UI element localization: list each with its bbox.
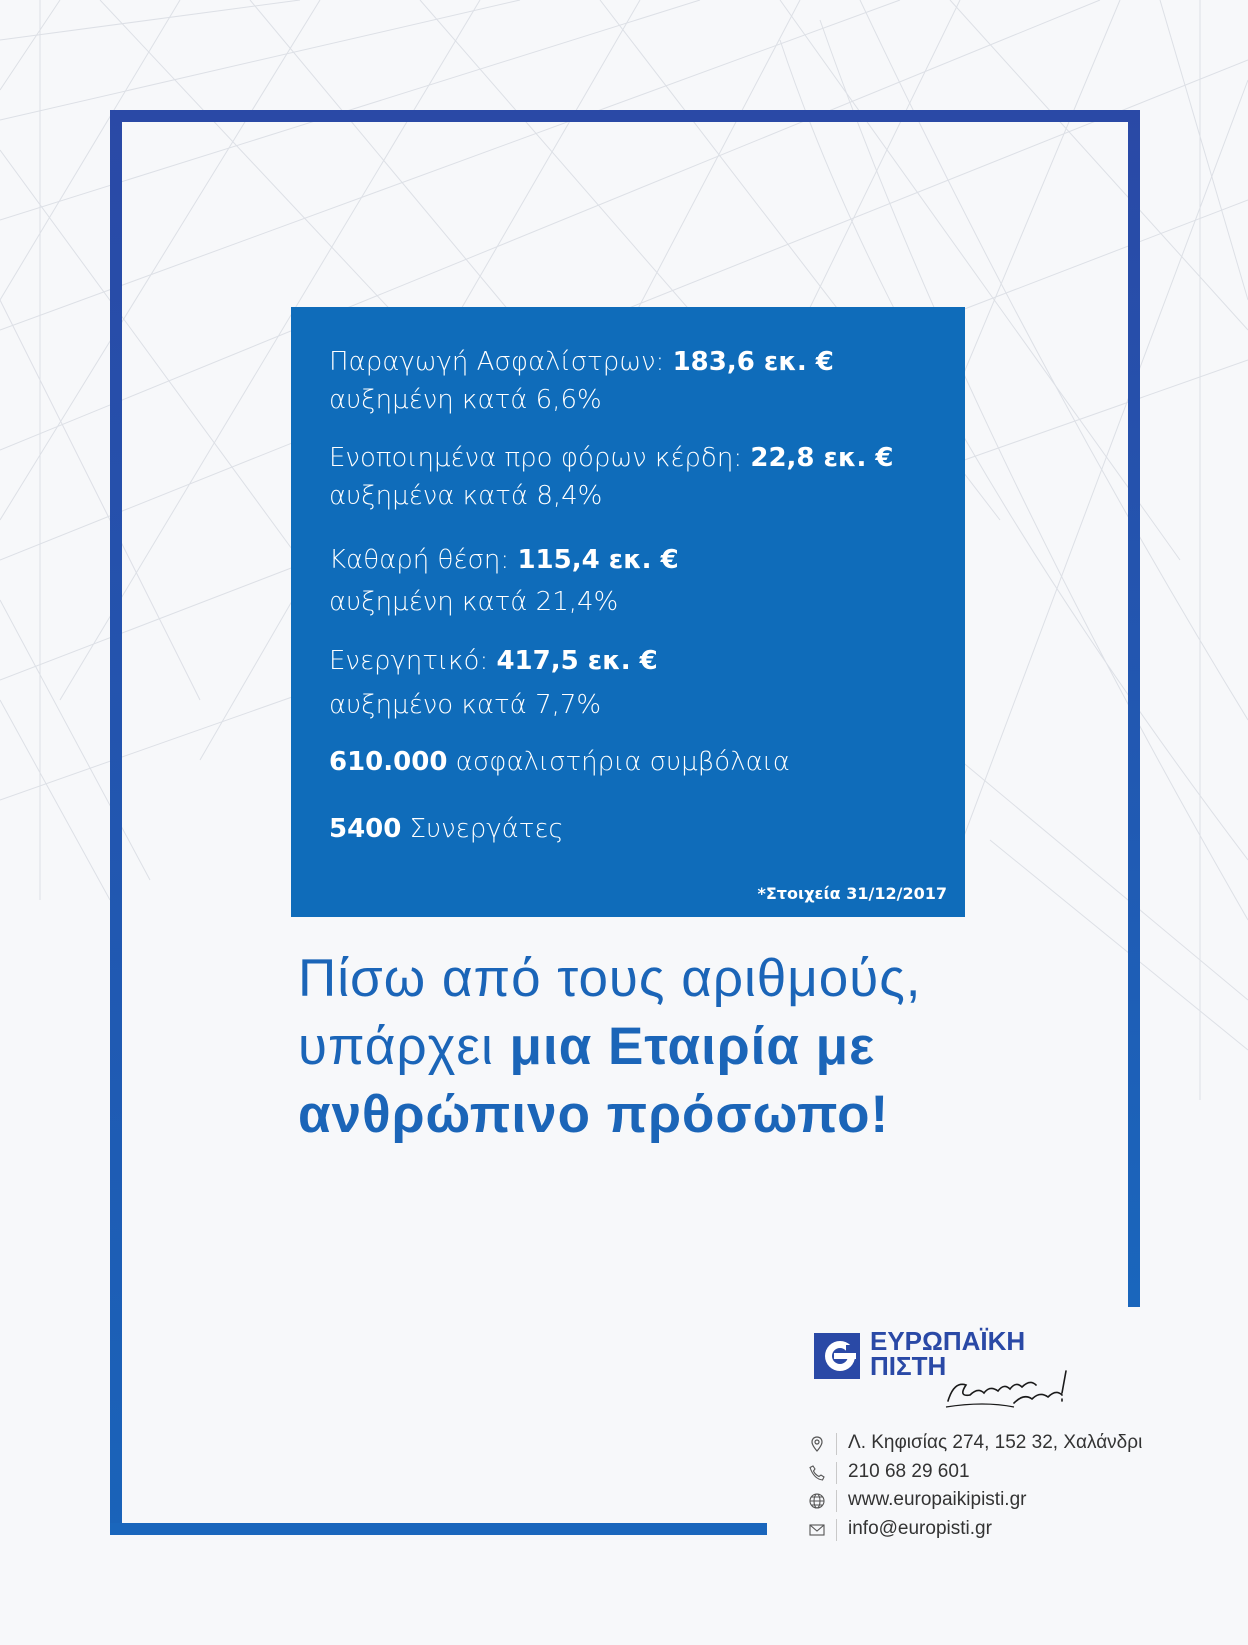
frame-top-border xyxy=(110,110,1140,122)
stat-growth: αυξημένη κατά 21,4% xyxy=(329,587,619,617)
data-date-footnote: *Στοιχεία 31/12/2017 xyxy=(757,884,947,903)
contact-divider xyxy=(836,1490,837,1512)
stat-label: Ενοποιημένα προ φόρων κέρδη: xyxy=(329,443,751,473)
stat-partners xyxy=(329,810,564,848)
stat-label: Ενεργητικό: xyxy=(329,646,497,676)
stat-label: Καθαρή θέση: xyxy=(329,545,518,575)
stat-label: Παραγωγή Ασφαλίστρων: xyxy=(329,347,673,377)
frame-right-border xyxy=(1128,110,1140,1307)
stat-value: 417,5 εκ. € xyxy=(496,646,658,676)
stat-growth: αυξημένη κατά 6,6% xyxy=(329,385,602,415)
contact-divider xyxy=(836,1433,837,1455)
stat-pretax-profit xyxy=(329,439,894,515)
stat-value: 5400 xyxy=(329,814,402,844)
tagline-line-1: Πίσω από τους αριθμούς, xyxy=(298,949,922,1008)
stat-label: ασφαλιστήρια συμβόλαια xyxy=(447,747,790,777)
stat-value: 22,8 εκ. € xyxy=(750,443,894,473)
stat-value: 115,4 εκ. € xyxy=(517,545,679,575)
stat-contracts xyxy=(329,743,790,781)
address-text: Λ. Κηφισίας 274, 152 32, Χαλάνδρι xyxy=(848,1432,1143,1453)
stat-premium-production xyxy=(329,343,834,419)
stat-value: 610.000 xyxy=(329,747,448,777)
website-link[interactable]: www.europaikipisti.gr xyxy=(848,1489,1027,1510)
envelope-icon xyxy=(808,1521,826,1539)
contact-divider xyxy=(836,1519,837,1541)
logo-wordmark: ΕΥΡΩΠΑΪΚΗ ΠΙΣΤΗ xyxy=(870,1326,1026,1381)
logo-mark-icon xyxy=(814,1333,860,1379)
location-pin-icon xyxy=(808,1435,826,1453)
stat-assets xyxy=(329,642,658,724)
frame-left-border xyxy=(110,110,122,1535)
tagline-line-2: υπάρχει μια Εταιρία με xyxy=(298,1017,876,1076)
frame-bottom-border xyxy=(110,1523,767,1535)
tagline xyxy=(298,945,998,1149)
stats-box xyxy=(291,307,965,917)
stat-net-equity xyxy=(329,541,679,621)
phone-text[interactable]: 210 68 29 601 xyxy=(848,1460,970,1482)
logo-slogan-signature xyxy=(944,1363,1074,1413)
email-link[interactable]: info@europisti.gr xyxy=(848,1517,992,1539)
company-logo xyxy=(814,1326,1074,1413)
stat-label: Συνεργάτες xyxy=(401,814,564,844)
stat-growth: αυξημένα κατά 8,4% xyxy=(329,481,603,511)
globe-icon xyxy=(808,1492,826,1510)
tagline-line-3: ανθρώπινο πρόσωπο! xyxy=(298,1085,890,1144)
stat-value: 183,6 εκ. € xyxy=(672,347,834,377)
contact-divider xyxy=(836,1462,837,1484)
stat-growth: αυξημένο κατά 7,7% xyxy=(329,690,602,720)
phone-icon xyxy=(808,1464,826,1482)
